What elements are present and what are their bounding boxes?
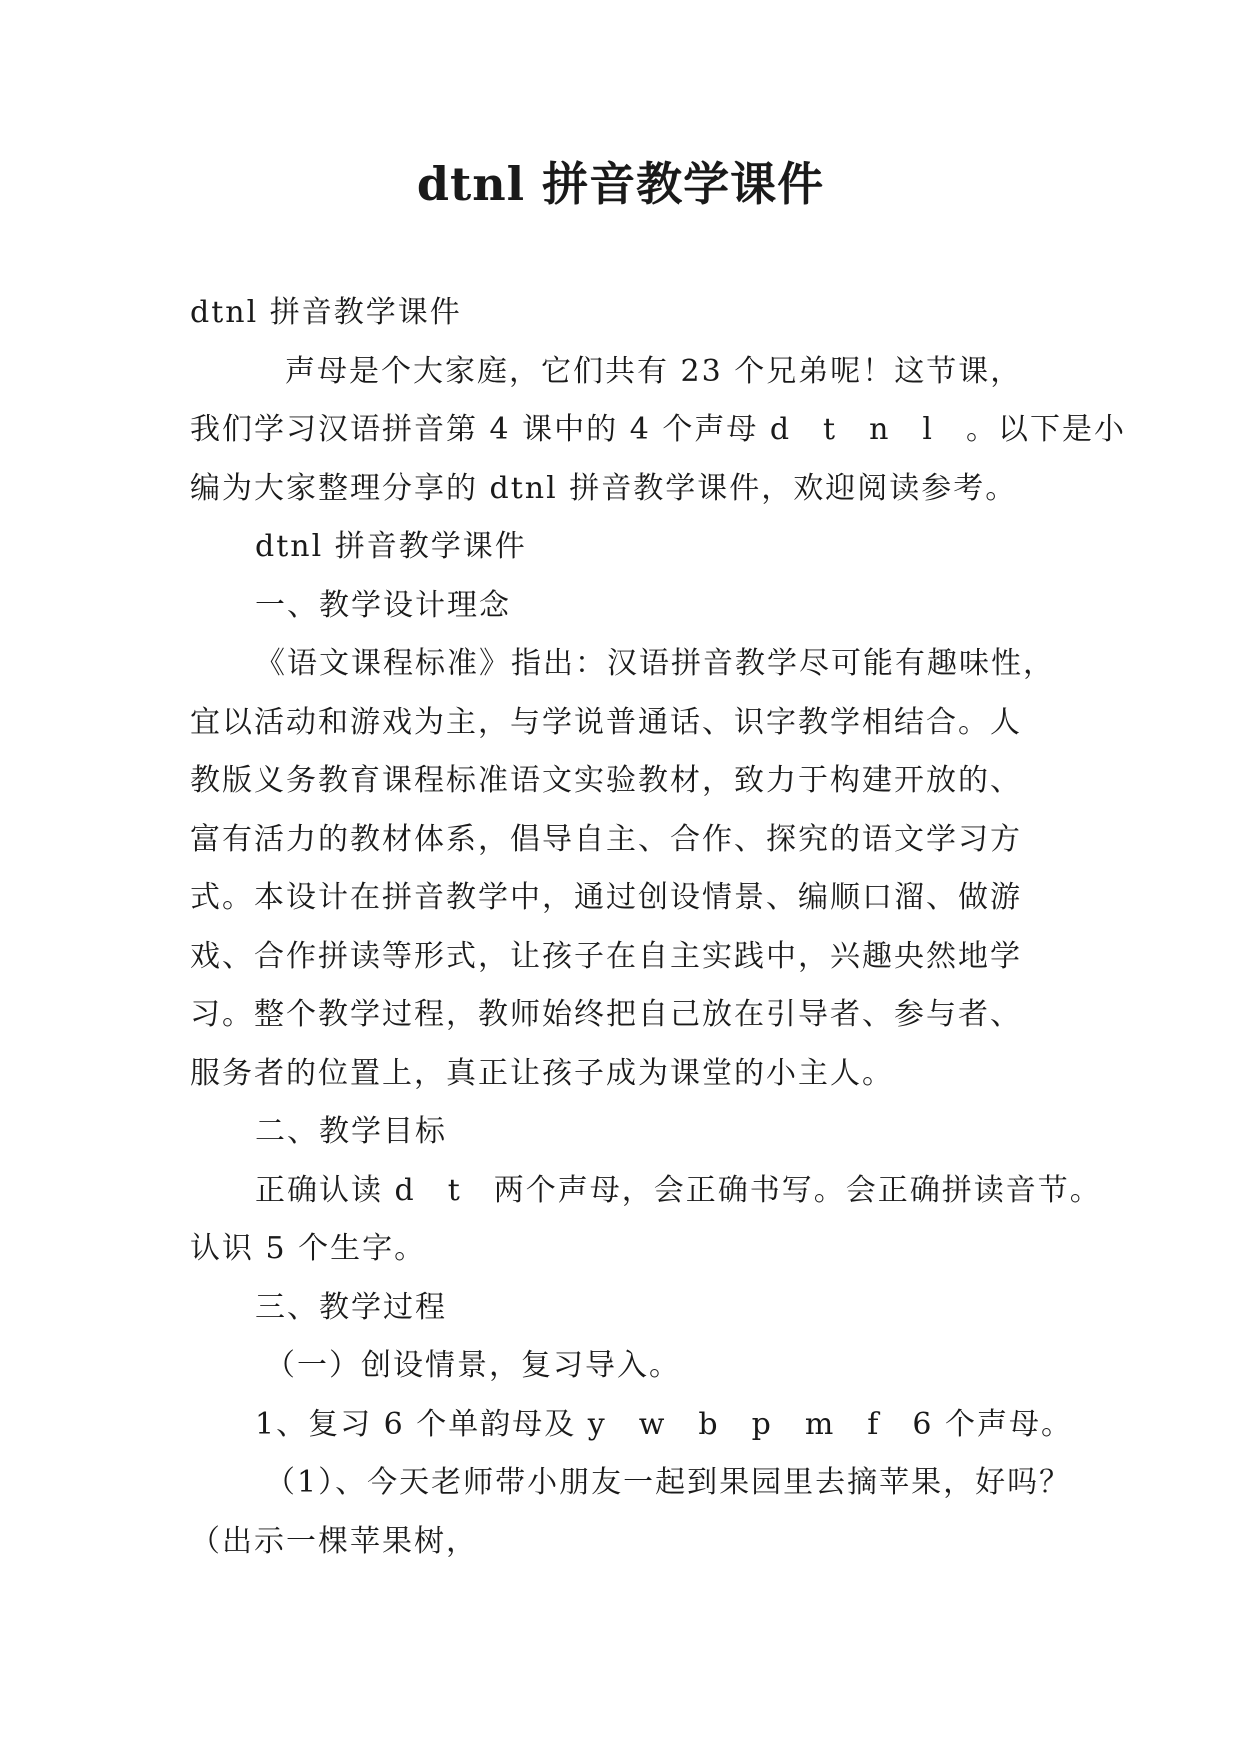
paragraph-line: 1、复习 6 个单韵母及 y w b p m f 6 个声母。: [255, 1406, 1073, 1442]
paragraph-line: dtnl 拼音教学课件: [190, 295, 462, 330]
paragraph-line: 三、教学过程: [255, 1289, 447, 1325]
paragraph-line: 我们学习汉语拼音第 4 课中的 4 个声母 d t n l 。以下是小: [190, 412, 1127, 447]
paragraph-line: 声母是个大家庭，它们共有 23 个兄弟呢！这节课，: [285, 353, 1023, 389]
paragraph-line: 认识 5 个生字。: [190, 1231, 427, 1266]
paragraph-line: 教版义务教育课程标准语文实验教材，致力于构建开放的、: [190, 763, 1022, 798]
paragraph: [190, 1454, 1070, 1571]
paragraph: [190, 577, 1070, 636]
paragraph: [190, 518, 1070, 577]
paragraph-line: 编为大家整理分享的 dtnl 拼音教学课件，欢迎阅读参考。: [190, 470, 1018, 506]
paragraph: [190, 1396, 1073, 1455]
paragraph: [190, 1279, 1070, 1338]
paragraph-line: （1）、今天老师带小朋友一起到果园里去摘苹果，好吗？: [265, 1465, 1072, 1500]
paragraph-line: 戏、合作拼读等形式，让孩子在自主实践中，兴趣央然地学: [190, 938, 1022, 974]
paragraph-line: 正确认读 d t 两个声母，会正确书写。会正确拼读音节。: [255, 1172, 1102, 1208]
paragraph-line: （一）创设情景，复习导入。: [265, 1348, 681, 1383]
paragraph-line: 服务者的位置上，真正让孩子成为课堂的小主人。: [190, 1055, 894, 1091]
paragraph: [190, 635, 1070, 1103]
document-body: [190, 284, 1127, 1571]
paragraph-line: 宜以活动和游戏为主，与学说普通话、识字教学相结合。人: [190, 704, 1022, 740]
paragraph-line: （出示一棵苹果树，: [190, 1523, 478, 1559]
paragraph: [190, 1103, 1070, 1162]
paragraph-line: 《语文课程标准》指出：汉语拼音教学尽可能有趣味性，: [255, 646, 1055, 681]
paragraph: [190, 1162, 1102, 1279]
paragraph-line: 式。本设计在拼音教学中，通过创设情景、编顺口溜、做游: [190, 880, 1022, 915]
document-title: dtnl 拼音教学课件: [416, 157, 825, 211]
paragraph-line: 富有活力的教材体系，倡导自主、合作、探究的语文学习方: [190, 821, 1022, 857]
paragraph-line: 一、教学设计理念: [255, 587, 511, 623]
paragraph-line: dtnl 拼音教学课件: [255, 529, 527, 564]
paragraph-line: 二、教学目标: [255, 1114, 447, 1149]
paragraph-line: 习。整个教学过程，教师始终把自己放在引导者、参与者、: [190, 997, 1022, 1032]
paragraph: [190, 1337, 1070, 1396]
paragraph: [190, 284, 1070, 343]
paragraph: [190, 343, 1127, 519]
